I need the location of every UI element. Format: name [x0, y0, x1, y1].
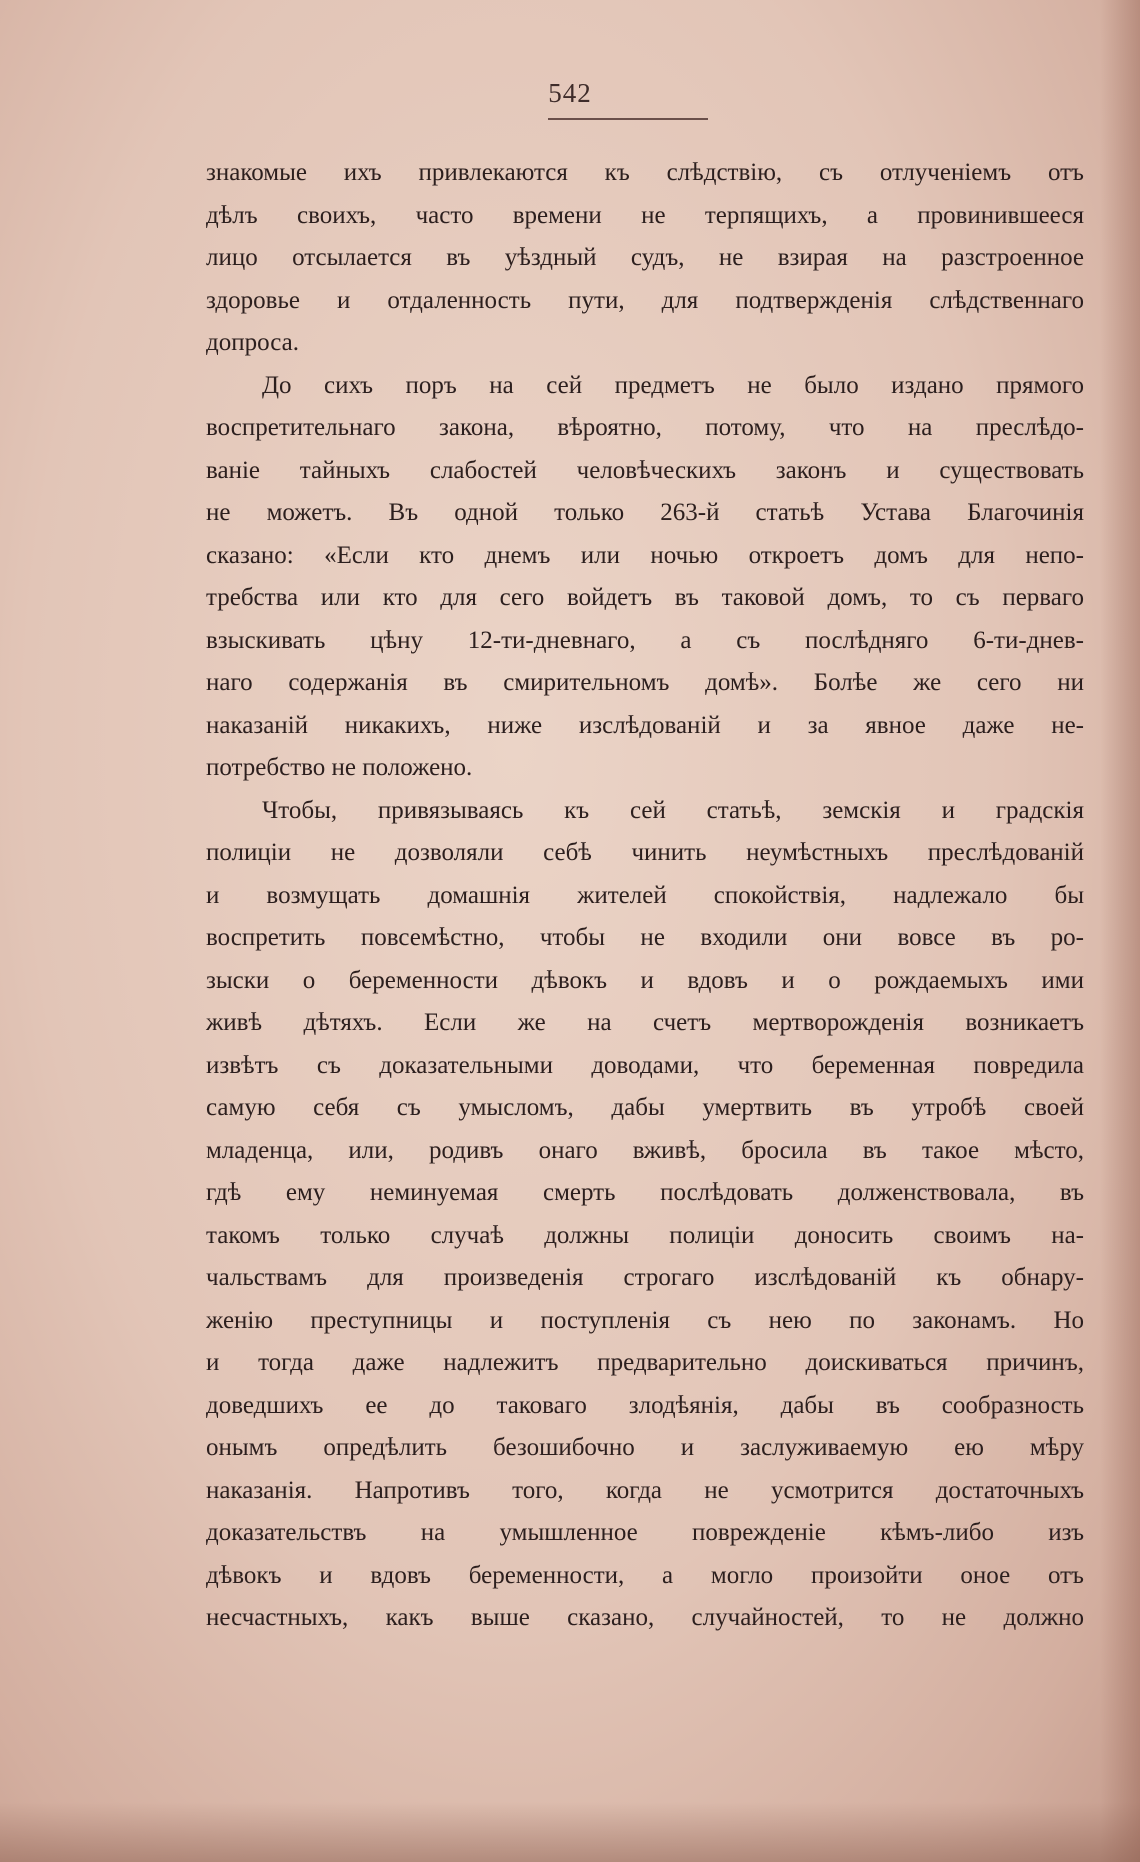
- paragraph-3: [206, 790, 1084, 1640]
- page-edge-shadow-right: [1100, 0, 1140, 1862]
- header-rule: [548, 118, 708, 120]
- text-line: наказанія. Напротивъ того, когда не усмотрится достаточныхъ: [206, 1476, 1084, 1504]
- text-line: потребство не положено.: [206, 754, 473, 781]
- text-line: женію преступницы и поступленія съ нею по законамъ. Но: [206, 1306, 1084, 1334]
- text-line: самую себя съ умысломъ, дабы умертвить въ утробѣ своей: [206, 1094, 1084, 1121]
- text-line: здоровье и отдаленность пути, для подтвержденія слѣдственнаго: [206, 286, 1084, 314]
- text-line: чальствамъ для произведенія строгаго изслѣдованій къ обнару-: [206, 1264, 1084, 1291]
- text-line: дѣлъ своихъ, часто времени не терпящихъ, а провинившееся: [206, 201, 1084, 229]
- text-line: живѣ дѣтяхъ. Если же на счетъ мертворожденія возникаетъ: [206, 1009, 1084, 1036]
- text-line: онымъ опредѣлить безошибочно и заслуживаемую ею мѣру: [206, 1434, 1084, 1461]
- text-line: доведшихъ ее до таковаго злодѣянія, дабы въ сообразность: [206, 1391, 1084, 1419]
- paragraph-1: [206, 152, 1084, 365]
- text-line: извѣтъ съ доказательными доводами, что беременная повредила: [206, 1051, 1084, 1079]
- page-edge-shadow-bottom: [0, 1802, 1140, 1862]
- page-number: 542: [548, 78, 592, 108]
- text-line: наго содержанія въ смирительномъ домѣ». Болѣе же сего ни: [206, 669, 1084, 696]
- text-line: взыскивать цѣну 12-ти-дневнаго, а съ послѣдняго 6-ти-днев-: [206, 626, 1084, 654]
- text-line: дѣвокъ и вдовъ беременности, а могло произойти оное отъ: [206, 1561, 1084, 1589]
- text-line: и тогда даже надлежитъ предварительно доискиваться причинъ,: [206, 1349, 1084, 1376]
- text-line: доказательствъ на умышленное поврежденіе кѣмъ-либо изъ: [206, 1519, 1084, 1546]
- text-line: сказано: «Если кто днемъ или ночью откроетъ домъ для непо-: [206, 541, 1084, 569]
- text-line: несчастныхъ, какъ выше сказано, случайностей, то не должно: [206, 1604, 1084, 1631]
- text-line: гдѣ ему неминуемая смерть послѣдовать долженствовала, въ: [206, 1179, 1084, 1206]
- body-text: [206, 152, 1084, 1640]
- text-line: воспретить повсемѣстно, чтобы не входили они вовсе въ ро-: [206, 924, 1084, 951]
- text-line: и возмущать домашнія жителей спокойствія, надлежало бы: [206, 881, 1084, 909]
- text-line: допроса.: [206, 329, 299, 356]
- text-line: не можетъ. Въ одной только 263-й статьѣ Устава Благочинія: [206, 499, 1084, 526]
- text-line: младенца, или, родивъ онаго вживѣ, бросила въ такое мѣсто,: [206, 1136, 1084, 1164]
- text-line: воспретительнаго закона, вѣроятно, потому, что на преслѣдо-: [206, 414, 1084, 441]
- text-line: лицо отсылается въ уѣздный судъ, не взирая на разстроенное: [206, 244, 1084, 271]
- text-line: наказаній никакихъ, ниже изслѣдованій и за явное даже не-: [206, 711, 1084, 739]
- text-line: Чтобы, привязываясь къ сей статьѣ, земскія и градскія: [262, 796, 1084, 824]
- text-line: требства или кто для сего войдетъ въ таковой домъ, то съ перваго: [206, 584, 1084, 611]
- text-line: полиціи не дозволяли себѣ чинить неумѣстныхъ преслѣдованій: [206, 839, 1084, 866]
- text-line: зыски о беременности дѣвокъ и вдовъ и о рождаемыхъ ими: [206, 966, 1084, 994]
- text-line: До сихъ поръ на сей предметъ не было издано прямого: [262, 371, 1084, 399]
- text-line: знакомые ихъ привлекаются къ слѣдствію, съ отлученіемъ отъ: [206, 159, 1084, 186]
- paragraph-2: [206, 365, 1084, 790]
- text-line: ваніе тайныхъ слабостей человѣческихъ законъ и существовать: [206, 456, 1084, 484]
- text-line: такомъ только случаѣ должны полиціи доносить своимъ на-: [206, 1221, 1084, 1249]
